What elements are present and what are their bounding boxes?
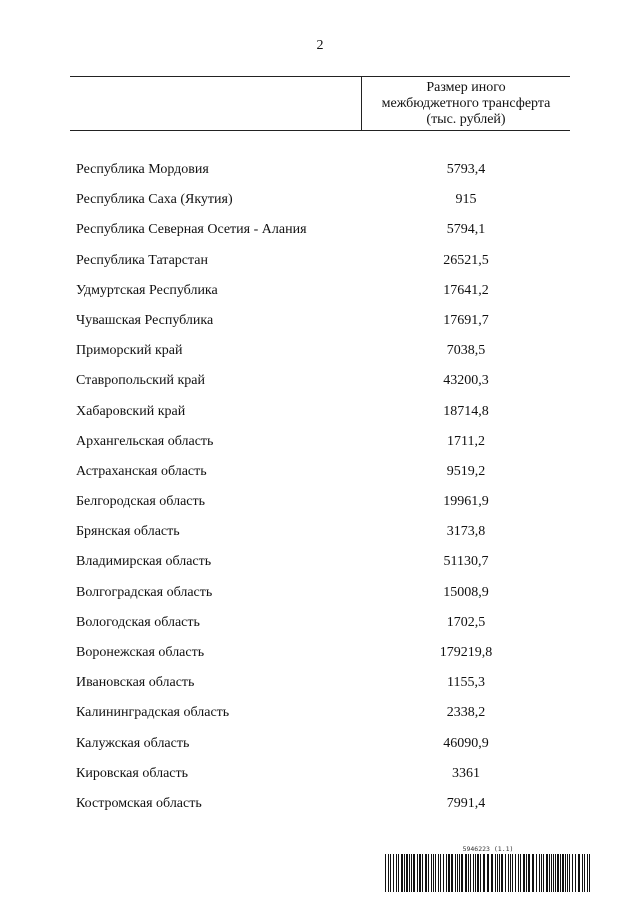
table-row <box>0 186 640 216</box>
region-name: Чувашская Республика <box>76 312 214 328</box>
region-name: Кировская область <box>76 765 189 781</box>
transfer-amount: 46090,9 <box>443 735 489 751</box>
transfer-amount: 17641,2 <box>443 282 489 298</box>
header-amount-column <box>362 80 570 128</box>
transfer-amount: 9519,2 <box>446 463 486 479</box>
table-row <box>0 579 640 609</box>
region-name: Вологодская область <box>76 614 200 630</box>
transfer-amount: 5793,4 <box>446 162 486 177</box>
region-name: Ставропольский край <box>76 373 205 389</box>
region-name: Приморский край <box>76 343 183 359</box>
transfer-amount: 5794,1 <box>446 222 486 238</box>
table-row <box>0 760 640 790</box>
header-amount-line-3: (тыс. рублей) <box>426 112 506 127</box>
region-name: Брянская область <box>76 524 180 540</box>
transfer-amount: 51130,7 <box>443 554 489 570</box>
header-amount-line-1: Размер иного <box>426 80 506 95</box>
transfer-amount: 15008,9 <box>443 584 489 600</box>
transfer-amount: 2338,2 <box>446 705 486 721</box>
region-name: Костромская область <box>76 795 202 811</box>
region-name: Архангельская область <box>76 433 214 449</box>
transfer-amount: 179219,8 <box>439 645 493 660</box>
table-row <box>0 790 640 820</box>
transfer-amount: 1155,3 <box>447 675 485 691</box>
region-name: Калужская область <box>76 735 190 751</box>
region-name: Хабаровский край <box>76 403 186 419</box>
table-row <box>0 367 640 397</box>
transfer-amount: 915 <box>455 192 477 208</box>
transfer-amount: 3361 <box>452 765 480 781</box>
transfer-amount: 26521,5 <box>443 252 489 268</box>
header-amount-line-2: межбюджетного трансферта <box>381 96 551 111</box>
table-row <box>0 216 640 246</box>
region-name: Ивановская область <box>76 675 195 691</box>
table-row <box>0 398 640 428</box>
region-name: Волгоградская область <box>76 584 213 600</box>
document-barcode <box>384 845 592 895</box>
barcode-caption: 5946223 (1.1) <box>462 845 514 853</box>
transfer-amount: 7991,4 <box>446 795 486 811</box>
table-row <box>0 548 640 578</box>
region-name: Воронежская область <box>76 645 205 660</box>
table-row <box>0 730 640 760</box>
region-name: Республика Мордовия <box>76 162 209 177</box>
table-row <box>0 458 640 488</box>
region-name: Удмуртская Республика <box>76 282 218 298</box>
table-header <box>70 76 570 131</box>
transfer-amount: 17691,7 <box>443 312 489 328</box>
region-name: Республика Татарстан <box>76 252 209 268</box>
barcode-image <box>384 854 592 892</box>
region-name: Республика Северная Осетия - Алания <box>76 222 307 238</box>
page-number: 2 <box>316 38 324 53</box>
table-row <box>0 609 640 639</box>
transfer-amount: 1711,2 <box>447 433 485 449</box>
table-row <box>0 428 640 458</box>
transfer-amount: 43200,3 <box>443 373 489 389</box>
table-row <box>0 518 640 548</box>
table-row <box>0 337 640 367</box>
table-row <box>0 699 640 729</box>
transfer-amount: 7038,5 <box>446 343 486 359</box>
transfer-amount: 18714,8 <box>443 403 489 419</box>
transfer-amount: 1702,5 <box>446 614 486 630</box>
region-name: Республика Саха (Якутия) <box>76 192 233 208</box>
table-row <box>0 277 640 307</box>
transfer-amount: 19961,9 <box>443 494 489 510</box>
region-name: Белгородская область <box>76 494 206 510</box>
table-row <box>0 669 640 699</box>
region-name: Калининградская область <box>76 705 230 721</box>
region-name: Владимирская область <box>76 554 212 570</box>
table-row <box>0 156 640 186</box>
transfer-table-body <box>0 156 640 820</box>
table-row <box>0 307 640 337</box>
table-row <box>0 247 640 277</box>
region-name: Астраханская область <box>76 463 207 479</box>
table-row <box>0 639 640 669</box>
table-row <box>0 488 640 518</box>
transfer-amount: 3173,8 <box>446 524 486 540</box>
